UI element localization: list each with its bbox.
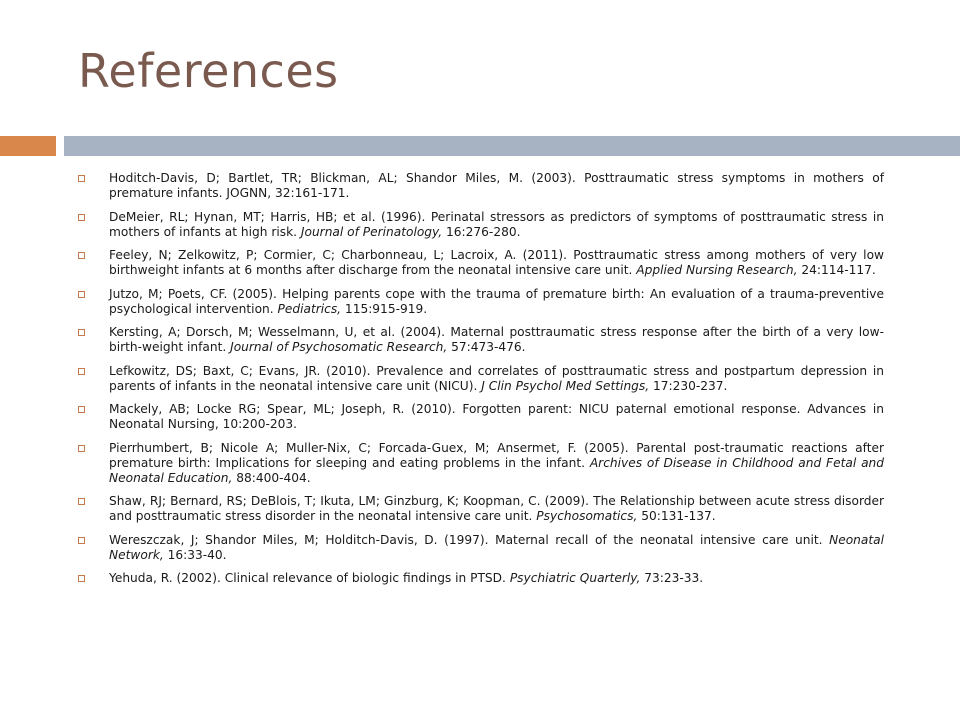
- reference-list: [78, 171, 884, 595]
- reference-item: [78, 364, 884, 394]
- reference-volume-pages: 16:276-280.: [442, 224, 521, 239]
- reference-item: [78, 494, 884, 524]
- reference-journal: Pediatrics,: [277, 301, 342, 316]
- reference-journal: Journal of Perinatology,: [300, 224, 443, 239]
- reference-item: [78, 171, 884, 201]
- reference-item: [78, 325, 884, 355]
- reference-text: Yehuda, R. (2002). Clinical relevance of biologic findings in PTSD.: [109, 571, 510, 585]
- reference-item: [78, 441, 884, 486]
- reference-item: [78, 571, 884, 586]
- square-bullet-icon: [78, 445, 85, 452]
- reference-text: Kersting, A; Dorsch, M; Wesselmann, U, et al. (2004). Maternal posttraumatic stress response after the birth of a very low-birth-weight infant.: [109, 325, 884, 354]
- reference-text: Wereszczak, J; Shandor Miles, M; Holditch-Davis, D. (1997). Maternal recall of the neonatal intensive care unit.: [109, 532, 830, 547]
- square-bullet-icon: [78, 214, 85, 221]
- reference-volume-pages: 16:33-40.: [163, 547, 227, 562]
- page-title: References: [78, 44, 339, 98]
- square-bullet-icon: [78, 252, 85, 259]
- reference-volume-pages: 50:131-137.: [637, 509, 716, 523]
- reference-text: DeMeier, RL; Hynan, MT; Harris, HB; et al. (1996). Perinatal stressors as predictors of symptoms of posttraumatic stress in mothers of infants at high risk.: [109, 209, 884, 239]
- reference-journal: Psychosomatics,: [536, 509, 638, 523]
- square-bullet-icon: [78, 291, 85, 298]
- accent-bar: [0, 136, 56, 156]
- reference-volume-pages: 73:23-33.: [640, 571, 704, 585]
- reference-item: [78, 210, 884, 240]
- reference-volume-pages: 115:915-919.: [341, 301, 428, 316]
- square-bullet-icon: [78, 498, 85, 505]
- reference-volume-pages: 17:230-237.: [649, 378, 728, 393]
- square-bullet-icon: [78, 329, 85, 336]
- reference-item: [78, 402, 884, 432]
- reference-journal: Journal of Psychosomatic Research,: [230, 340, 448, 354]
- reference-text: Jutzo, M; Poets, CF. (2005). Helping parents cope with the trauma of premature birth: An evaluation of a trauma-preventive psychological intervention.: [109, 286, 884, 316]
- square-bullet-icon: [78, 368, 85, 375]
- square-bullet-icon: [78, 575, 85, 582]
- square-bullet-icon: [78, 175, 85, 182]
- reference-text: Pierrhumbert, B; Nicole A; Muller-Nix, C; Forcada-Guex, M; Ansermet, F. (2005). Parental post-traumatic reactions after premature birth: Implications for sleeping and eating problems in the infant.: [109, 440, 884, 470]
- header-divider-bar: [64, 136, 960, 156]
- reference-journal: Psychiatric Quarterly,: [509, 571, 641, 585]
- square-bullet-icon: [78, 406, 85, 413]
- reference-volume-pages: 88:400-404.: [232, 470, 311, 485]
- reference-text: Feeley, N; Zelkowitz, P; Cormier, C; Charbonneau, L; Lacroix, A. (2011). Posttraumatic stress among mothers of very low birthweight infants at 6 months after discharge from the neonatal intensive care unit.: [109, 248, 884, 277]
- reference-volume-pages: 57:473-476.: [447, 340, 526, 354]
- reference-item: [78, 248, 884, 278]
- reference-text: Lefkowitz, DS; Baxt, C; Evans, JR. (2010). Prevalence and correlates of posttraumatic stress and postpartum depression in parents of infants in the neonatal intensive care unit (NICU).: [109, 363, 884, 393]
- reference-journal: Neonatal Network,: [109, 532, 884, 562]
- reference-item: [78, 287, 884, 317]
- reference-text: Shaw, RJ; Bernard, RS; DeBlois, T; Ikuta, LM; Ginzburg, K; Koopman, C. (2009). The Relationship between acute stress disorder and posttraumatic stress disorder in the neonatal intensive care unit.: [109, 494, 884, 523]
- reference-volume-pages: 24:114-117.: [797, 263, 876, 277]
- reference-item: [78, 533, 884, 563]
- square-bullet-icon: [78, 537, 85, 544]
- reference-journal: J Clin Psychol Med Settings,: [481, 378, 650, 393]
- reference-journal: Applied Nursing Research,: [636, 263, 798, 277]
- reference-journal: Archives of Disease in Childhood and Fetal and Neonatal Education,: [109, 455, 884, 485]
- reference-text: Hoditch-Davis, D; Bartlet, TR; Blickman, AL; Shandor Miles, M. (2003). Posttraumatic stress symptoms in mothers of premature infants. JOGNN, 32:161-171.: [109, 171, 884, 200]
- reference-text: Mackely, AB; Locke RG; Spear, ML; Joseph, R. (2010). Forgotten parent: NICU paternal emotional response. Advances in Neonatal Nursing, 10:200-203.: [109, 402, 884, 431]
